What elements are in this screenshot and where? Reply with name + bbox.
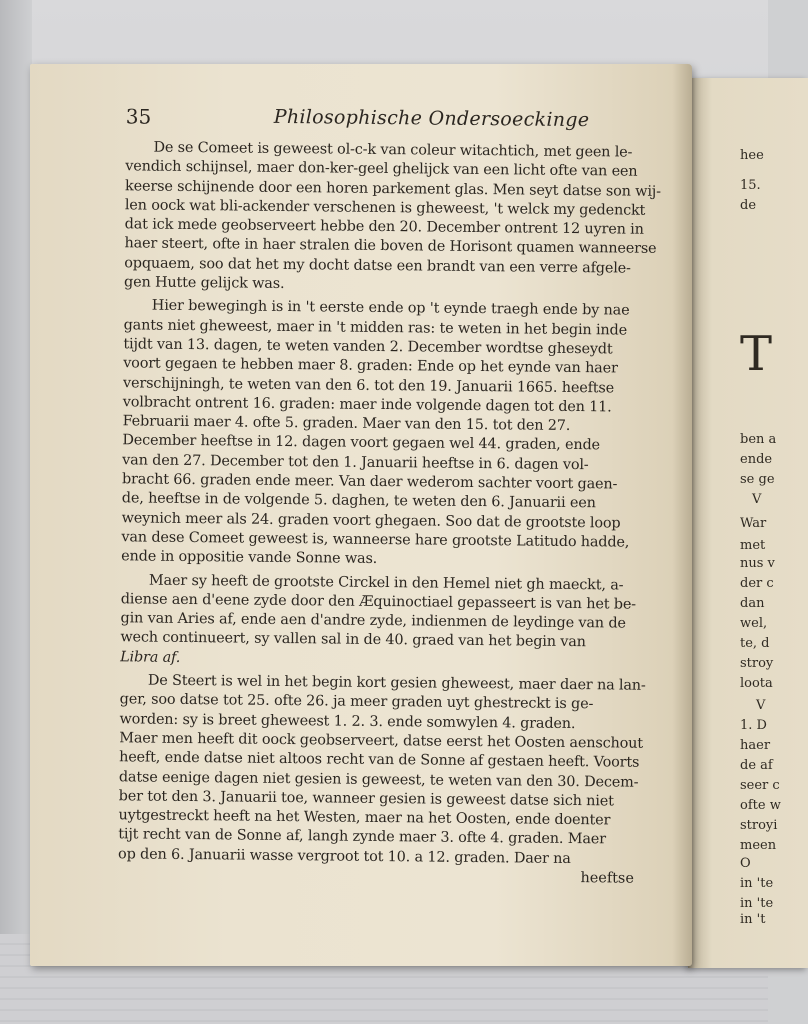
catchword: heeftse (580, 870, 634, 887)
facing-page-line: O (740, 856, 751, 871)
text-line: ber tot den 3. Januarii toe, wanneer gesien is geweest datse sich niet (118, 788, 614, 810)
text-line: len oock wat bli-ackender verschenen is gheweest, 't welck my gedenckt (124, 197, 646, 219)
running-head-title: Philosophische Ondersoeckinge (273, 105, 590, 132)
text-line: de, heeftse in de volgende 5. daghen, te weten den 6. Januarii een (121, 490, 596, 512)
text-line: ende in oppositie vande Sonne was. (121, 548, 378, 568)
paragraph-3 (120, 571, 681, 673)
text-line: gen Hutte gelijck was. (124, 274, 285, 293)
text-line: voort gegaen te hebben maer 8. graden: Ende op het eynde van haer (123, 355, 618, 377)
text-line: wech continueert, sy vallen sal in de 40. graed van het begin van (120, 629, 586, 651)
facing-page-line: te, d (740, 636, 770, 651)
facing-page-initial: T (740, 326, 773, 382)
background-shadow (0, 0, 32, 1024)
facing-page-line: V (756, 698, 766, 713)
facing-page-line: de (740, 198, 757, 213)
facing-page-line: War (740, 516, 767, 531)
facing-page-line: de af (740, 758, 773, 773)
text-line: opquaem, soo dat het my docht datse een brandt van een verre afgele- (124, 255, 631, 277)
facing-page-line: nus v (740, 556, 775, 571)
text-line: bracht 66. graden ende meer. Van daer wederom sachter voort gaen- (121, 471, 618, 493)
text-line: keerse schijnende door een horen parkement glas. Men seyt datse son wij- (125, 177, 661, 200)
facing-page-line: 1. D (740, 718, 767, 733)
text-line: verschijningh, te weten van den 6. tot den 19. Januarii 1665. heeftse (122, 374, 615, 397)
text-line: Februarii maer 4. ofte 5. graden. Maer van den 15. tot den 27. (122, 413, 571, 435)
facing-page-line: meen (740, 838, 777, 853)
text-line: gants niet gheweest, maer in 't midden ras: te weten in het begin inde (123, 316, 628, 339)
facing-page-line: in 'te (740, 876, 774, 891)
text-line: weynich meer als 24. graden voort ghegaen. Soo dat de grootste loop (121, 509, 621, 532)
text-line: ger, soo datse tot 25. ofte 26. ja meer graden uyt ghestreckt is ge- (119, 691, 594, 713)
facing-page-line: 15. (740, 178, 761, 193)
paragraph-4 (118, 671, 680, 870)
paragraph-2 (121, 297, 684, 573)
running-head (96, 100, 672, 142)
text-line: De se Comeet is geweest ol-c-k van coleur witachtich, met geen le- (153, 139, 633, 161)
facing-page-line: ben a (740, 432, 777, 447)
text-line: op den 6. Januarii wasse vergroot tot 10. a 12. graden. Daer na (118, 845, 571, 867)
text-line: vendich schijnsel, maer don-ker-geel ghelijck van een licht ofte van een (125, 158, 638, 180)
facing-page-line: in 'te (740, 896, 774, 911)
facing-page-line: wel, (740, 616, 768, 631)
text-line: Libra af. (120, 649, 181, 666)
facing-page-line: in 't (740, 912, 766, 927)
text-line: heeft, ende datse niet altoos recht van de Sonne af gestaen heeft. Voorts (119, 749, 640, 771)
text-line: Hier bewegingh is in 't eerste ende op 't eynde traegh ende by nae (151, 297, 630, 319)
text-line: van dese Comeet geweest is, wanneerse hare grootste Latitudo hadde, (121, 529, 630, 551)
text-line: volbracht ontrent 16. graden: maer inde volgende dagen tot den 11. (122, 394, 612, 416)
facing-page-line: ende (740, 452, 773, 467)
text-line: gin van Aries af, ende aen d'andre zyde, indienmen de leydinge van de (120, 610, 626, 632)
text-line: diense aen d'eene zyde door den Æquinoctiael gepasseert is van het be- (120, 591, 637, 613)
page-number: 35 (125, 104, 152, 129)
text-line: datse eenige dagen niet gesien is geweest, te weten van den 30. Decem- (118, 768, 639, 791)
facing-page-line: der c (740, 576, 774, 591)
text-line: worden: sy is breet gheweest 1. 2. 3. ende somwylen 4. graden. (119, 710, 576, 732)
text-line: Maer men heeft dit oock geobserveert, datse eerst het Oosten aenschout (119, 730, 643, 752)
text-line: dat ick mede geobserveert hebbe den 20. December ontrent 12 uyren in (124, 216, 644, 238)
text-line: van den 27. December tot den 1. Januarii heeftse in 6. dagen vol- (122, 452, 589, 473)
facing-page-line: stroy (740, 656, 774, 671)
facing-page-line: ofte w (740, 798, 781, 813)
facing-page-line: stroyi (740, 818, 778, 833)
facing-page-line: seer c (740, 778, 780, 793)
body-text (118, 138, 686, 889)
facing-page-line: loota (740, 676, 773, 691)
facing-page-line: V (752, 492, 762, 507)
text-line: tijdt van 13. dagen, te weten vanden 2. December wordtse gheseydt (123, 336, 613, 358)
text-line: De Steert is wel in het begin kort gesien gheweest, maer daer na lan- (147, 672, 646, 694)
text-line: haer steert, ofte in haer stralen die boven de Horisont quamen wanneerse (124, 235, 657, 258)
facing-page-line: haer (740, 738, 771, 753)
facing-page-line: dan (740, 596, 765, 611)
facing-page-line: se ge (740, 472, 775, 487)
text-line: December heeftse in 12. dagen voort gegaen wel 44. graden, ende (122, 432, 601, 454)
text-line: Maer sy heeft de grootste Circkel in den Hemel niet gh maeckt, a- (148, 572, 624, 594)
text-line: tijt recht van de Sonne af, langh zynde maer 3. ofte 4. graden. Maer (118, 826, 606, 848)
facing-page-line: hee (740, 148, 764, 163)
paragraph-1 (124, 138, 686, 298)
text-line: uytgestreckt heeft na het Westen, maer na het Oosten, ende doenter (118, 807, 611, 829)
facing-page-line: met (740, 538, 766, 553)
page-content (96, 100, 672, 887)
